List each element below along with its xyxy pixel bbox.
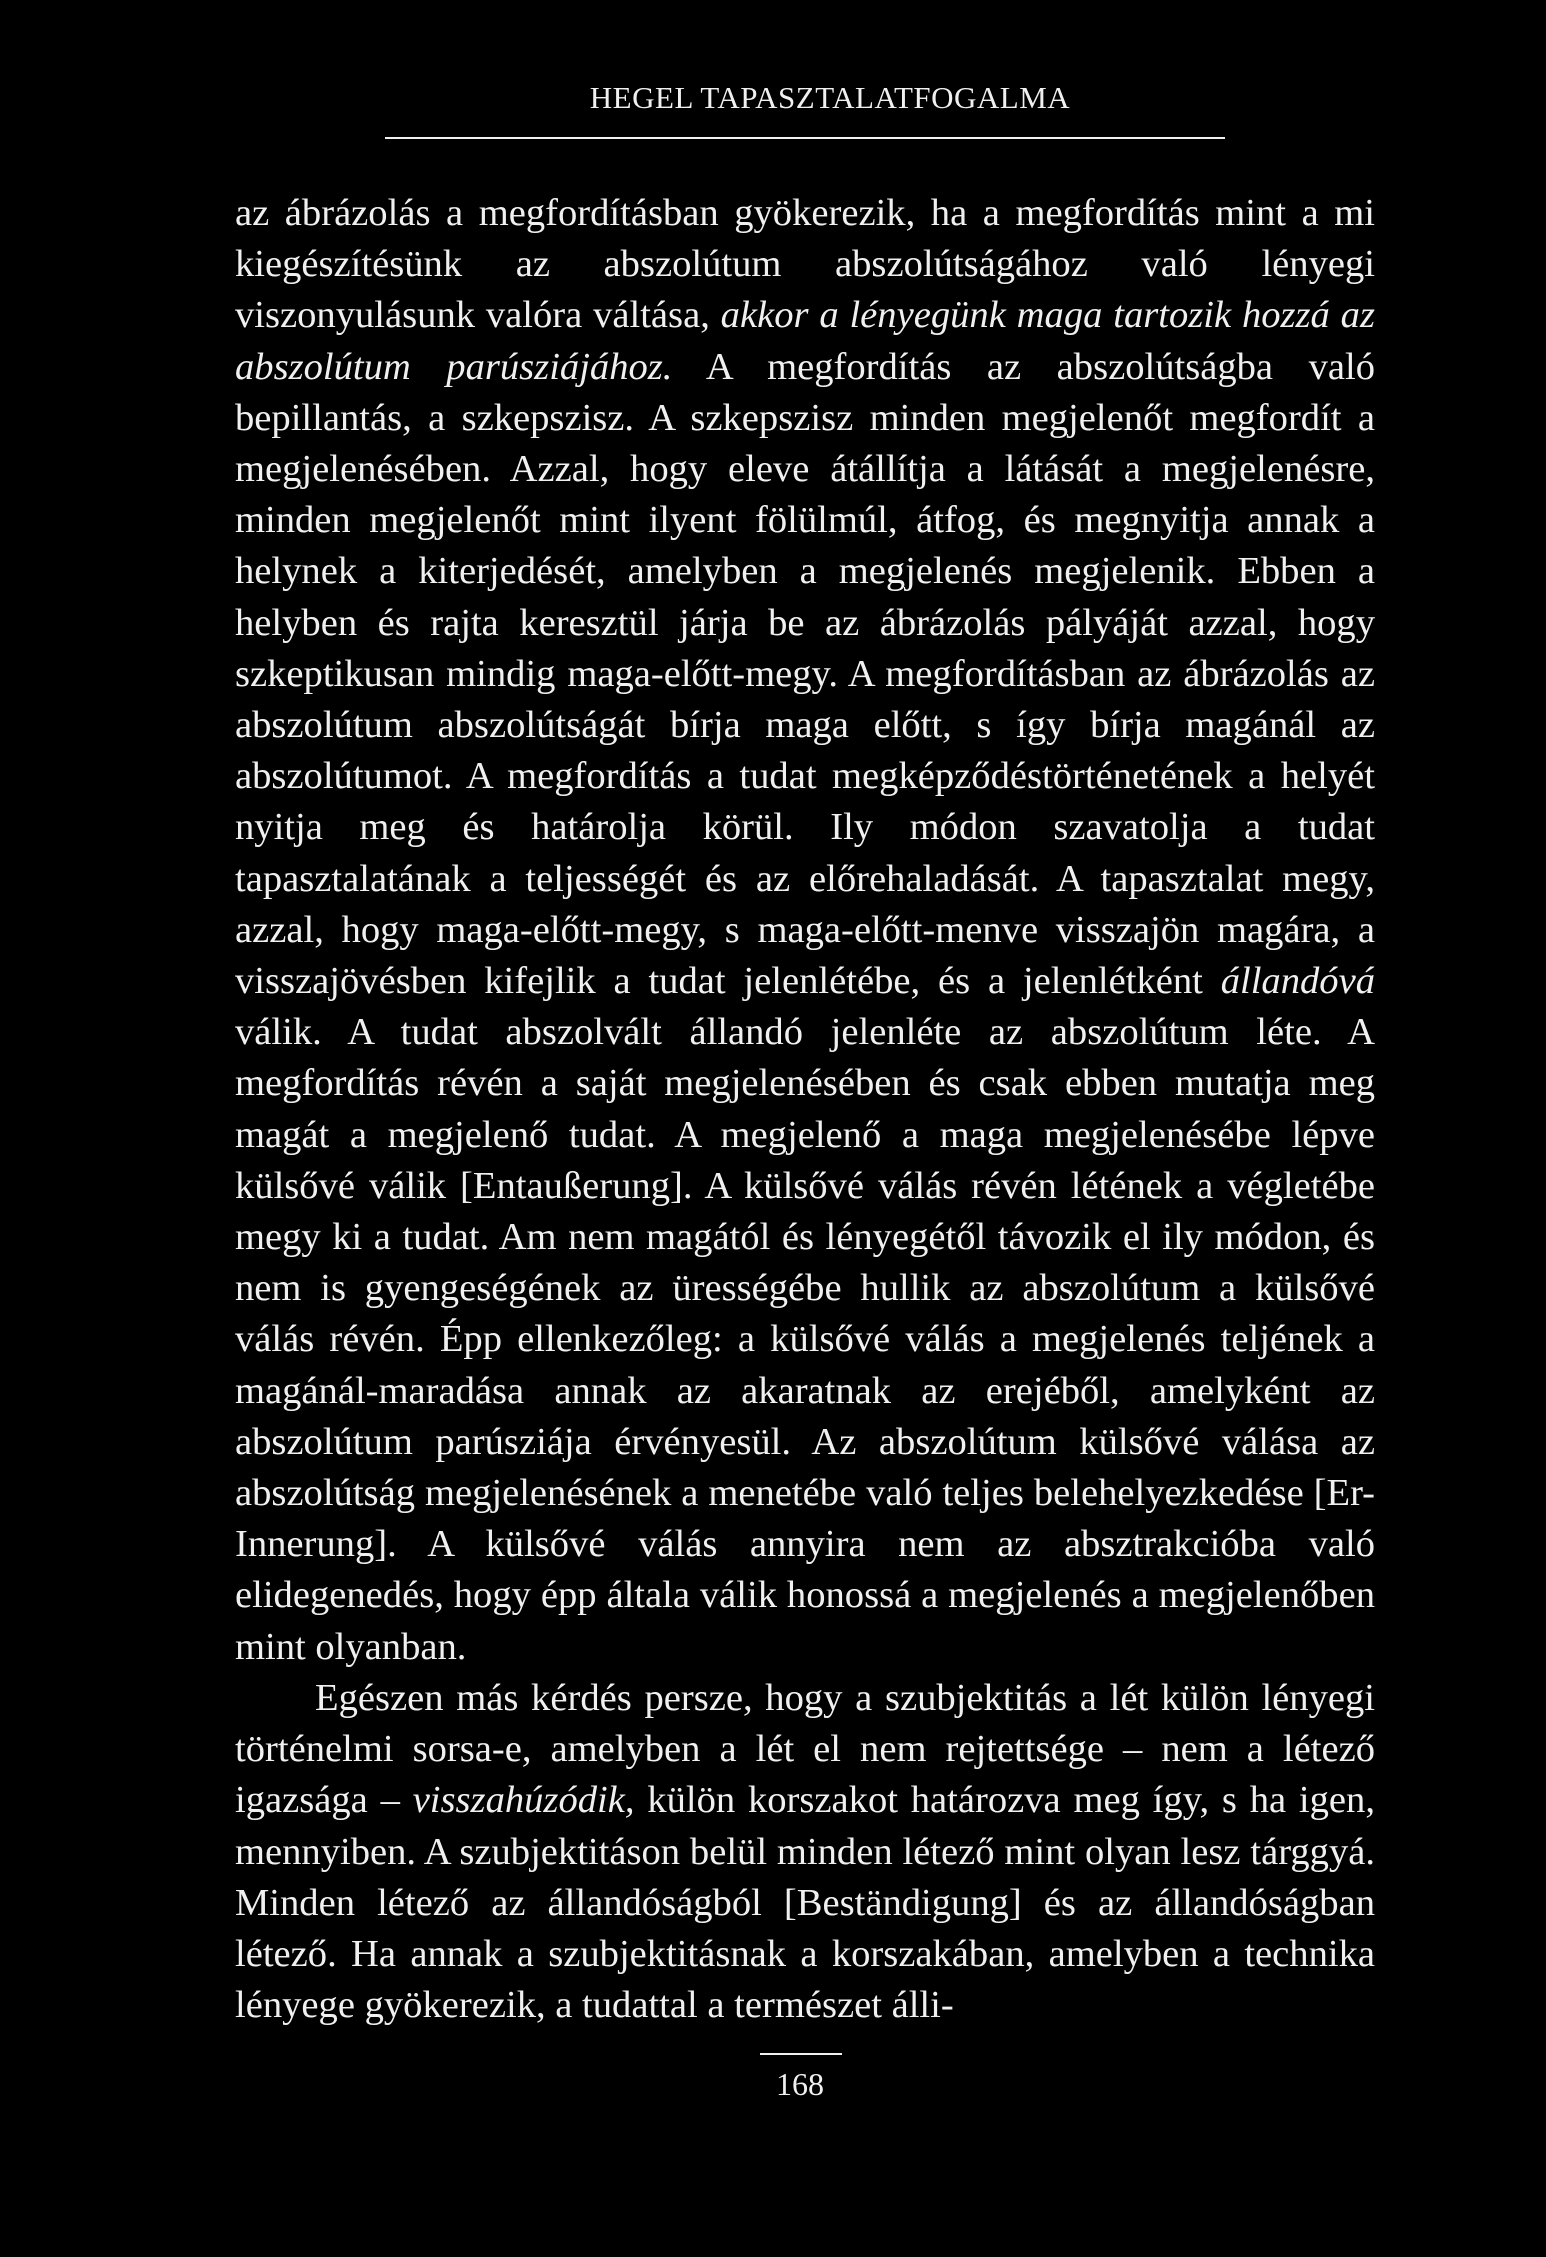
italic-text-run: állandóvá <box>1220 960 1375 1003</box>
text-run: válik. A tudat abszolvált állandó jelenléte az abszolútum léte. A megfordítás révén a saját megjelenésében és csak ebben mutatja meg magát a megjelenő tudat. A megjelenő a maga megjelenésébe lépve külsővé válik [Entaußerung]. A külsővé válás révén létének a végletébe megy ki a tudat. Am nem magától és lényegétől távozik el ily módon, és nem is gyengeségének az ürességébe hullik az abszolútum a külsővé válás révén. Épp ellenkezőleg: a külsővé válás a megjelenés teljének a magánál-maradása annak az akaratnak az erejéből, amelyként az abszolútum parúsziája érvényesül. Az abszolútum külsővé válása az abszolútság megjelenésének a menetébe való teljes belehelyezkedése [Er-Innerung]. A külsővé válás annyira nem az absztrakcióba való elidegenedés, hogy épp általa válik honossá a megjelenés a megjelenőben mint olyanban. <box>235 1011 1375 1668</box>
text-run: Egészen más kérdés persze, hogy a szubjektitás a lét külön lényegi történelmi sorsa-e, amelyben a lét el nem rejtettsége – nem a létező igazsága – <box>235 1676 1375 1822</box>
body-text <box>235 188 1375 2031</box>
text-run: A megfordítás az abszolútságba való bepillantás, a szkepszisz. A szkepszisz minden megjelenőt megfordít a megjelenésében. Azzal, hogy eleve átállítja a látását a megjelenésre, minden megjelenőt mint ilyent fölülmúl, átfog, és megnyitja annak a helynek a kiterjedését, amelyben a megjelenés megjelenik. Ebben a helyben és rajta keresztül járja be az ábrázolás pályáját azzal, hogy szkeptikusan mindig maga-előtt-megy. A megfordításban az ábrázolás az abszolútum abszolútságát bírja maga előtt, s így bírja magánál az abszolútumot. A megfordítás a tudat megképződéstörténetének a helyét nyitja meg és határolja körül. Ily módon szavatolja a tudat tapasztalatának a teljességét és az előrehaladását. A tapasztalat megy, azzal, hogy maga-előtt-megy, s maga-előtt-menve visszajön magára, a visszajövésben kifejlik a tudat jelenlétébe, és a jelenlétként <box>235 345 1375 1003</box>
paragraph <box>235 188 1375 1673</box>
footer-rule <box>760 2053 842 2055</box>
running-header: HEGEL TAPASZTALATFOGALMA <box>589 80 1071 115</box>
header-rule <box>385 137 1225 139</box>
text-run: az ábrázolás a megfordításban gyökerezik, ha a megfordítás mint a mi kiegészítésünk az abszolútum abszolútságához való lényegi viszonyulásunk valóra váltása, <box>235 192 1375 337</box>
page-number: 168 <box>776 2066 824 2102</box>
italic-text-run: akkor a lényegünk maga tartozik hozzá az abszolútum parúsziájához. <box>235 294 1375 388</box>
text-run: külön korszakot határozva meg így, s ha igen, mennyiben. A szubjektitáson belül minden létező mint olyan lesz tárggyá. Minden létező az állandóságból [Beständigung] és az állandóságban létező. Ha annak a szubjektitásnak a korszakában, amelyben a technika lényege gyökerezik, a tudattal a természet álli- <box>235 1779 1375 2027</box>
paragraph <box>235 1673 1375 2031</box>
italic-text-run: visszahúzódik, <box>412 1779 635 1822</box>
